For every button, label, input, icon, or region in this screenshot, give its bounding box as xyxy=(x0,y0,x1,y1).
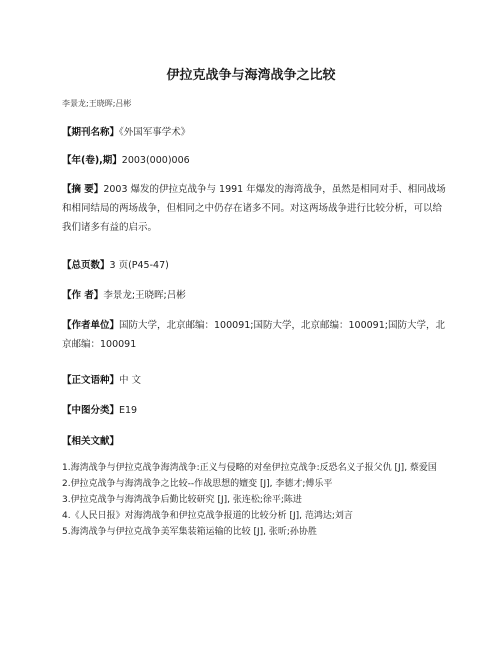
reference-item: 4.《人民日报》对海湾战争和伊拉克战争报道的比较分析 [J], 范鸿达;刘言 xyxy=(62,511,353,521)
journal-field xyxy=(62,123,448,142)
abstract-field xyxy=(62,180,448,237)
language-label: 【正文语种】 xyxy=(62,375,120,386)
reference-item: 3.伊拉克战争与海湾战争后勤比较研究 [J], 张连松;徐平;陈进 xyxy=(62,495,302,505)
pages-field xyxy=(62,256,448,275)
pages-label: 【总页数】 xyxy=(62,260,110,271)
language-value: 中 文 xyxy=(119,375,142,386)
abstract-label: 【摘 要】 xyxy=(62,184,104,195)
journal-label: 【期刊名称】 xyxy=(62,127,120,138)
author-value: 李景龙;王晓晖;吕彬 xyxy=(103,290,186,301)
journal-value: 《外国军事学术》 xyxy=(119,127,191,138)
classification-value: E19 xyxy=(119,405,138,416)
classification-label: 【中图分类】 xyxy=(62,405,120,416)
author-field xyxy=(62,286,448,305)
abstract-value: 2003 爆发的伊拉克战争与 1991 年爆发的海湾战争，虽然是相同对手、相同战场和相同结局的两场战争，但相同之中仍存在诸多不同。对这两场战争进行比较分析，可以给我们诸多有益的启示。 xyxy=(62,184,446,233)
year-issue-value: 2003(000)006 xyxy=(121,155,190,166)
author-label: 【作 者】 xyxy=(62,290,104,301)
pages-value: 3 页(P45-47) xyxy=(109,260,169,271)
references-heading: 【相关文献】 xyxy=(62,436,120,447)
year-issue-field xyxy=(62,151,448,170)
reference-item: 5.海湾战争与伊拉克战争美军集装箱运输的比较 [J], 张昕;孙协胜 xyxy=(62,527,317,537)
classification-field xyxy=(62,401,448,420)
language-field xyxy=(62,371,448,390)
reference-item: 2.伊拉克战争与海湾战争之比较--作战思想的嬗变 [J], 李德才;傅乐平 xyxy=(62,479,333,489)
affiliation-label: 【作者单位】 xyxy=(62,320,120,331)
author-line: 李景龙;王晓晖;吕彬 xyxy=(62,99,132,108)
references-list xyxy=(62,460,448,540)
reference-item: 1.海湾战争与伊拉克战争海湾战争:正义与侵略的对垒伊拉克战争:反恐名义子报父仇 [J], 蔡爱国 xyxy=(62,463,437,473)
affiliation-value: 国防大学，北京邮编：100091;国防大学，北京邮编：100091;国防大学，北京邮编：100091 xyxy=(62,320,445,350)
paper-title: 伊拉克战争与海湾战争之比较 xyxy=(166,68,336,83)
year-issue-label: 【年(卷),期】 xyxy=(62,155,122,166)
affiliation-field xyxy=(62,316,448,354)
